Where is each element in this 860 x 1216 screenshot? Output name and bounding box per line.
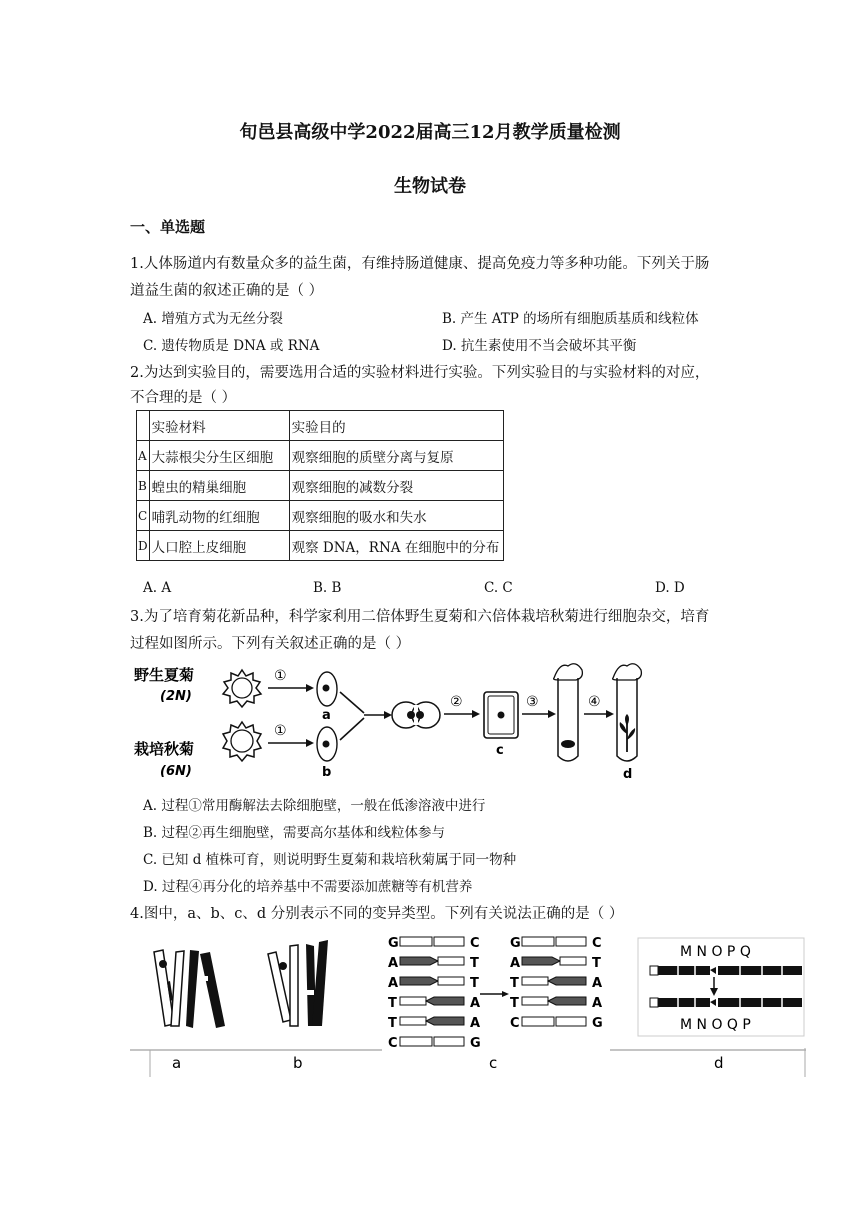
label-d: d xyxy=(623,767,633,782)
q1-stem-line1: 1.人体肠道内有数量众多的益生菌，有维持肠道健康、提高免疫力等多种功能。下列关于肠 xyxy=(130,256,710,272)
svg-text:T: T xyxy=(388,996,397,1011)
segment-d-top-label: M N O P Q xyxy=(680,944,751,960)
table-cell-purpose: 观察细胞的减数分裂 xyxy=(289,471,503,501)
q3-stem-line2: 过程如图所示。下列有关叙述正确的是（ ） xyxy=(130,636,411,652)
test-tube-callus-icon xyxy=(554,664,583,761)
table-row xyxy=(137,501,504,531)
svg-text:④: ④ xyxy=(588,694,601,710)
wild-cell-icon xyxy=(223,670,261,707)
table-header-row xyxy=(137,411,504,441)
svg-text:G: G xyxy=(470,1036,481,1051)
chromosome-pair-a xyxy=(154,950,225,1028)
svg-text:C: C xyxy=(592,936,602,951)
step1-arrow-bottom xyxy=(268,723,314,747)
table-cell-material: 大蒜根尖分生区细胞 xyxy=(149,441,289,471)
q1-option-a[interactable]: A. 增殖方式为无丝分裂 xyxy=(143,311,283,327)
q1-option-d[interactable]: D. 抗生素使用不当会破坏其平衡 xyxy=(442,338,637,354)
q3-option-d[interactable]: D. 过程④再分化的培养基中不需要添加蔗糖等有机营养 xyxy=(143,879,473,895)
svg-text:③: ③ xyxy=(526,694,539,710)
wild-chrysanthemum-label: 野生夏菊 xyxy=(134,666,195,684)
label-c: c xyxy=(496,743,504,758)
table-row-letter: B xyxy=(137,471,150,501)
table-row xyxy=(137,471,504,501)
svg-text:G: G xyxy=(592,1016,603,1031)
wild-ploidy-label: (2N) xyxy=(160,689,192,704)
svg-text:A: A xyxy=(592,976,603,991)
svg-text:A: A xyxy=(388,956,399,971)
q3-hybridization-figure xyxy=(130,656,650,784)
table-header-material: 实验材料 xyxy=(149,411,289,441)
table-cell xyxy=(137,411,150,441)
svg-text:T: T xyxy=(510,976,519,991)
test-tube-plantlet-icon xyxy=(613,664,642,761)
q3-option-c[interactable]: C. 已知 d 植株可育，则说明野生夏菊和栽培秋菊属于同一物种 xyxy=(143,852,517,868)
q3-option-b[interactable]: B. 过程②再生细胞壁，需要高尔基体和线粒体参与 xyxy=(143,825,446,841)
q4-variation-figure xyxy=(130,930,810,1080)
table-row-letter: C xyxy=(137,501,150,531)
svg-text:G: G xyxy=(388,936,399,951)
table-cell-material: 哺乳动物的红细胞 xyxy=(149,501,289,531)
q3-option-a[interactable]: A. 过程①常用酶解法去除细胞壁，一般在低渗溶液中进行 xyxy=(143,798,486,814)
fusion-arrows xyxy=(340,692,392,740)
q2-option-c[interactable]: C. C xyxy=(484,580,513,596)
chromosome-pair-b xyxy=(268,940,328,1026)
fig-label-d: d xyxy=(714,1054,724,1072)
table-cell-purpose: 观察 DNA，RNA 在细胞中的分布 xyxy=(289,531,503,561)
svg-text:A: A xyxy=(470,996,481,1011)
svg-text:A: A xyxy=(470,1016,481,1031)
svg-text:G: G xyxy=(510,936,521,951)
q2-option-d[interactable]: D. D xyxy=(655,580,685,596)
table-cell-purpose: 观察细胞的吸水和失水 xyxy=(289,501,503,531)
fig-label-c: c xyxy=(489,1054,498,1072)
fig-label-a: a xyxy=(172,1054,182,1072)
svg-text:T: T xyxy=(510,996,519,1011)
label-b: b xyxy=(322,765,332,780)
q4-stem: 4.图中，a、b、c、d 分别表示不同的变异类型。下列有关说法正确的是（ ） xyxy=(130,906,624,922)
table-cell-material: 蝗虫的精巢细胞 xyxy=(149,471,289,501)
table-row-letter: D xyxy=(137,531,150,561)
table-row-letter: A xyxy=(137,441,150,471)
step2-arrow xyxy=(444,694,480,718)
svg-text:T: T xyxy=(388,1016,397,1031)
cultivated-ploidy-label: (6N) xyxy=(160,764,192,779)
svg-text:①: ① xyxy=(274,723,287,739)
section-heading: 一、单选题 xyxy=(130,218,206,236)
svg-text:T: T xyxy=(592,956,601,971)
q1-option-b[interactable]: B. 产生 ATP 的场所有细胞质基质和线粒体 xyxy=(442,311,699,327)
q1-stem-line2: 道益生菌的叙述正确的是（ ） xyxy=(130,283,324,299)
svg-text:C: C xyxy=(510,1016,520,1031)
exam-title: 旬邑县高级中学2022届高三12月教学质量检测 xyxy=(239,122,621,143)
svg-text:①: ① xyxy=(274,668,287,684)
table-row xyxy=(137,441,504,471)
step1-arrow-top xyxy=(268,668,314,692)
step3-arrow xyxy=(522,694,556,718)
q2-stem-line1: 2.为达到实验目的，需要选用合适的实验材料进行实验。下列实验目的与实验材料的对应， xyxy=(130,365,710,381)
exam-subtitle: 生物试卷 xyxy=(394,176,466,197)
step4-arrow xyxy=(584,694,614,718)
cultivated-chrysanthemum-label: 栽培秋菊 xyxy=(134,740,195,758)
svg-text:A: A xyxy=(510,956,521,971)
svg-text:T: T xyxy=(470,976,479,991)
svg-text:C: C xyxy=(470,936,480,951)
fig-label-b: b xyxy=(293,1054,303,1072)
q1-option-c[interactable]: C. 遗传物质是 DNA 或 RNA xyxy=(143,338,320,354)
segment-d-bottom-label: M N O Q P xyxy=(680,1017,751,1033)
experiment-table xyxy=(136,410,504,561)
svg-text:A: A xyxy=(592,996,603,1011)
q2-option-a[interactable]: A. A xyxy=(143,580,172,596)
q2-stem-line2: 不合理的是（ ） xyxy=(130,390,237,406)
dna-segment-c xyxy=(382,930,610,1052)
chromosome-segment-d xyxy=(638,938,804,1036)
svg-text:C: C xyxy=(388,1036,398,1051)
fused-cell-icon xyxy=(392,702,440,728)
table-row xyxy=(137,531,504,561)
table-header-purpose: 实验目的 xyxy=(289,411,503,441)
svg-text:T: T xyxy=(470,956,479,971)
svg-text:A: A xyxy=(388,976,399,991)
q3-stem-line1: 3.为了培育菊花新品种，科学家利用二倍体野生夏菊和六倍体栽培秋菊进行细胞杂交，培育 xyxy=(130,609,710,625)
table-cell-purpose: 观察细胞的质壁分离与复原 xyxy=(289,441,503,471)
table-cell-material: 人口腔上皮细胞 xyxy=(149,531,289,561)
label-a: a xyxy=(322,708,331,723)
q2-option-b[interactable]: B. B xyxy=(313,580,342,596)
svg-text:②: ② xyxy=(450,694,463,710)
cultivated-cell-icon xyxy=(223,722,261,761)
